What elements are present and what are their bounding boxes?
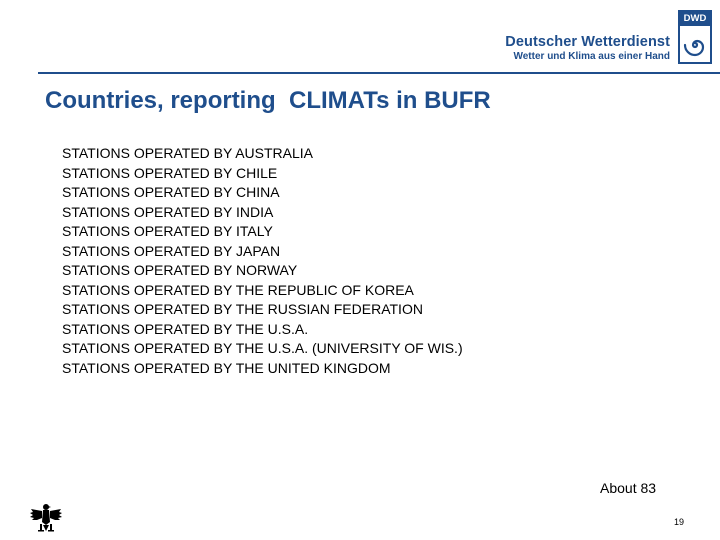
list-item: STATIONS OPERATED BY THE U.S.A. (UNIVERSITY OF WIS.) [62, 340, 463, 356]
federal-eagle-icon [28, 500, 64, 536]
list-item: STATIONS OPERATED BY JAPAN [62, 242, 281, 259]
org-tagline: Wetter und Klima aus einer Hand [513, 50, 670, 62]
list-item: STATIONS OPERATED BY ITALY [62, 223, 273, 239]
list-item: STATIONS OPERATED BY THE REPUBLIC OF KOREA [62, 281, 414, 298]
dwd-logo [678, 10, 712, 64]
org-name: Deutscher Wetterdienst [505, 34, 670, 50]
page-number: 19 [673, 517, 684, 527]
list-item: STATIONS OPERATED BY AUSTRALIA [62, 145, 314, 161]
list-item: STATIONS OPERATED BY THE UNITED KINGDOM [62, 359, 391, 376]
header-divider [38, 72, 720, 74]
list-item: STATIONS OPERATED BY THE RUSSIAN FEDERATION [62, 301, 423, 317]
station-list [62, 144, 463, 378]
dwd-spiral-icon [683, 30, 707, 60]
slide-title: Countries, reporting CLIMATs in BUFR [45, 87, 491, 114]
list-item: STATIONS OPERATED BY CHILE [62, 164, 278, 181]
list-item: STATIONS OPERATED BY THE U.S.A. [62, 320, 309, 337]
list-item: STATIONS OPERATED BY INDIA [62, 203, 274, 220]
list-item: STATIONS OPERATED BY CHINA [62, 184, 280, 200]
logo-abbreviation: DWD [680, 12, 710, 26]
station-count-note: About 83 [600, 480, 657, 496]
list-item: STATIONS OPERATED BY NORWAY [62, 262, 298, 278]
org-brand [505, 34, 670, 62]
